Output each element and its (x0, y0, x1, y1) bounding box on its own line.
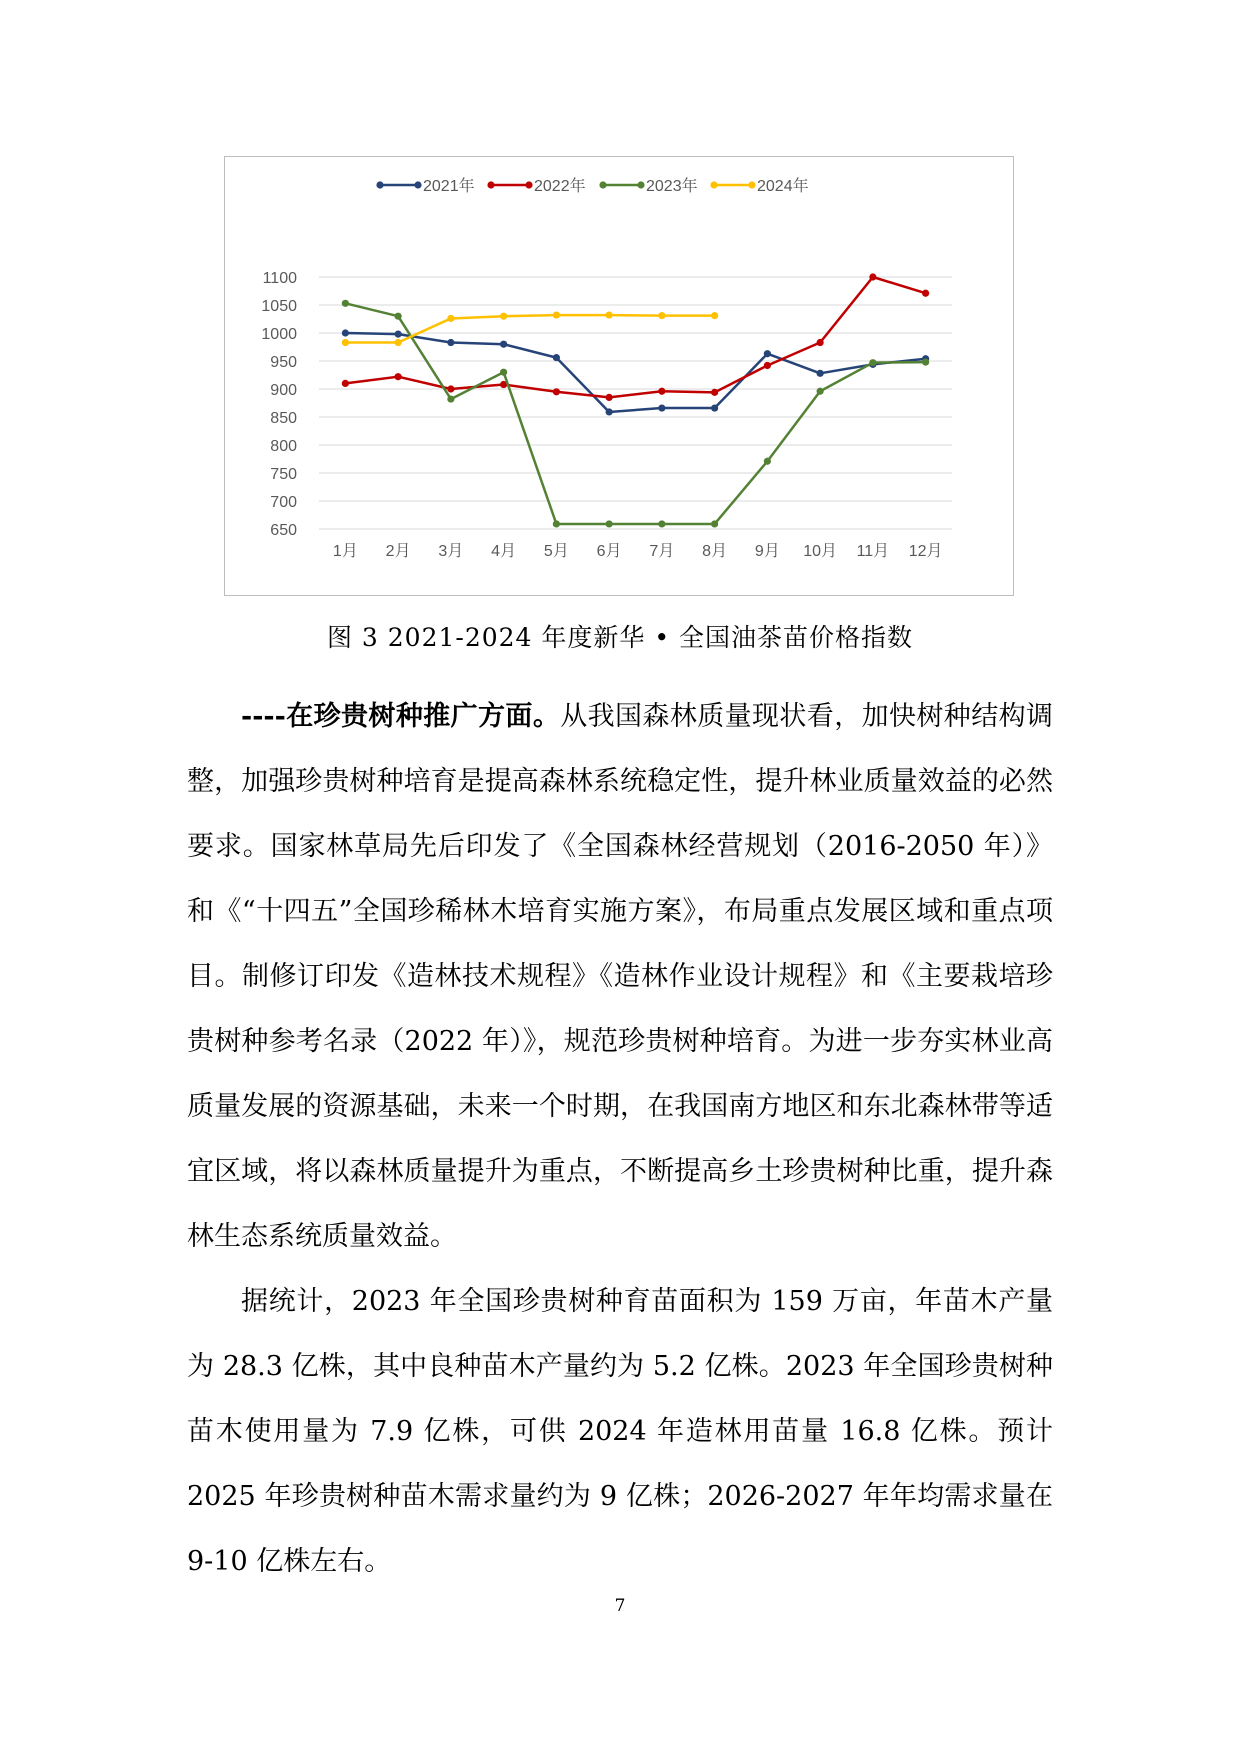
y-tick-label: 700 (270, 494, 297, 511)
x-tick-label: 1月 (332, 543, 358, 560)
data-point (447, 315, 454, 322)
x-tick-label: 2月 (385, 543, 411, 560)
data-point (395, 373, 402, 380)
data-point (817, 339, 824, 346)
x-tick-label: 10月 (803, 543, 838, 560)
data-point (869, 359, 876, 366)
y-tick-label: 850 (270, 410, 297, 427)
data-point (553, 388, 560, 395)
data-point (764, 362, 771, 369)
body-text (187, 684, 1053, 1594)
legend-marker (487, 181, 494, 188)
data-point (342, 339, 349, 346)
data-point (817, 388, 824, 395)
data-point (500, 369, 507, 376)
data-point (500, 341, 507, 348)
paragraph-1-lead: ----在珍贵树种推广方面。 (241, 701, 561, 732)
data-point (395, 313, 402, 320)
legend-marker (710, 181, 717, 188)
y-tick-label: 650 (270, 522, 297, 539)
paragraph-2: 据统计，2023 年全国珍贵树种育苗面积为 159 万亩，年苗木产量为 28.3 亿株，其中良种苗木产量约为 5.2 亿株。2023 年全国珍贵树种苗木使用量为 7.9 亿株，可供 2024 年造林用苗量 16.8 亿株。预计 2025 年珍贵树种苗木需求量约为 9 亿株；2026-2027 年年均需求量在 9-10 亿株左右。 (187, 1286, 1053, 1577)
data-point (922, 359, 929, 366)
data-point (553, 311, 560, 318)
x-tick-label: 11月 (856, 543, 890, 560)
y-tick-label: 750 (270, 466, 297, 483)
series-line-3 (345, 303, 925, 524)
y-tick-label: 1100 (262, 270, 297, 287)
y-tick-label: 1000 (261, 326, 297, 343)
x-tick-label: 9月 (754, 543, 780, 560)
legend-label: 2024年 (757, 178, 809, 195)
data-point (553, 520, 560, 527)
chart (224, 156, 1014, 596)
y-tick-label: 900 (270, 382, 297, 399)
y-tick-label: 950 (270, 354, 297, 371)
legend-label: 2022年 (534, 178, 586, 195)
paragraph-1-text: 从我国森林质量现状看，加快树种结构调整，加强珍贵树种培育是提高森林系统稳定性，提升林业质量效益的必然要求。国家林草局先后印发了《全国森林经营规划（2016-2050 年）》和《“十四五”全国珍稀林木培育实施方案》，布局重点发展区域和重点项目。制修订印发《造林技术规程》《造林作业设计规程》和《主要栽培珍贵树种参考名录（2022 年）》，规范珍贵树种培育。为进一步夯实林业高质量发展的资源基础，未来一个时期，在我国南方地区和东北森林带等适宜区域，将以森林质量提升为重点，不断提高乡土珍贵树种比重，提升森林生态系统质量效益。 (187, 701, 1054, 1252)
x-tick-label: 7月 (649, 543, 675, 560)
data-point (658, 520, 665, 527)
data-point (606, 311, 613, 318)
data-point (764, 458, 771, 465)
line-chart (225, 157, 1013, 595)
data-point (395, 339, 402, 346)
data-point (395, 331, 402, 338)
data-point (658, 404, 665, 411)
figure-caption: 图 3 2021-2024 年度新华 • 全国油茶苗价格指数 (326, 623, 914, 652)
legend-marker (748, 181, 755, 188)
x-tick-label: 4月 (491, 543, 517, 560)
page-number: 7 (614, 1596, 626, 1616)
x-tick-label: 8月 (702, 543, 728, 560)
data-point (447, 395, 454, 402)
data-point (606, 394, 613, 401)
data-point (606, 408, 613, 415)
data-point (869, 273, 876, 280)
data-point (447, 385, 454, 392)
legend-marker (376, 181, 383, 188)
data-point (553, 354, 560, 361)
data-point (922, 290, 929, 297)
legend-marker (525, 181, 532, 188)
data-point (658, 312, 665, 319)
data-point (342, 380, 349, 387)
legend-marker (414, 181, 421, 188)
data-point (711, 389, 718, 396)
series-line-1 (345, 333, 925, 412)
x-tick-label: 12月 (908, 543, 943, 560)
data-point (342, 300, 349, 307)
legend-label: 2023年 (646, 178, 698, 195)
data-point (817, 370, 824, 377)
data-point (764, 350, 771, 357)
legend-marker (637, 181, 644, 188)
legend-label: 2021年 (423, 178, 475, 195)
legend-marker (599, 181, 606, 188)
x-tick-label: 5月 (543, 543, 569, 560)
x-tick-label: 6月 (596, 543, 622, 560)
data-point (342, 329, 349, 336)
data-point (500, 313, 507, 320)
data-point (711, 404, 718, 411)
paragraph-1 (187, 684, 1053, 1269)
y-tick-label: 800 (270, 438, 297, 455)
x-tick-label: 3月 (438, 543, 464, 560)
y-tick-label: 1050 (261, 298, 297, 315)
series-line-2 (345, 277, 925, 397)
data-point (711, 312, 718, 319)
data-point (447, 339, 454, 346)
data-point (606, 520, 613, 527)
data-point (711, 520, 718, 527)
data-point (658, 388, 665, 395)
